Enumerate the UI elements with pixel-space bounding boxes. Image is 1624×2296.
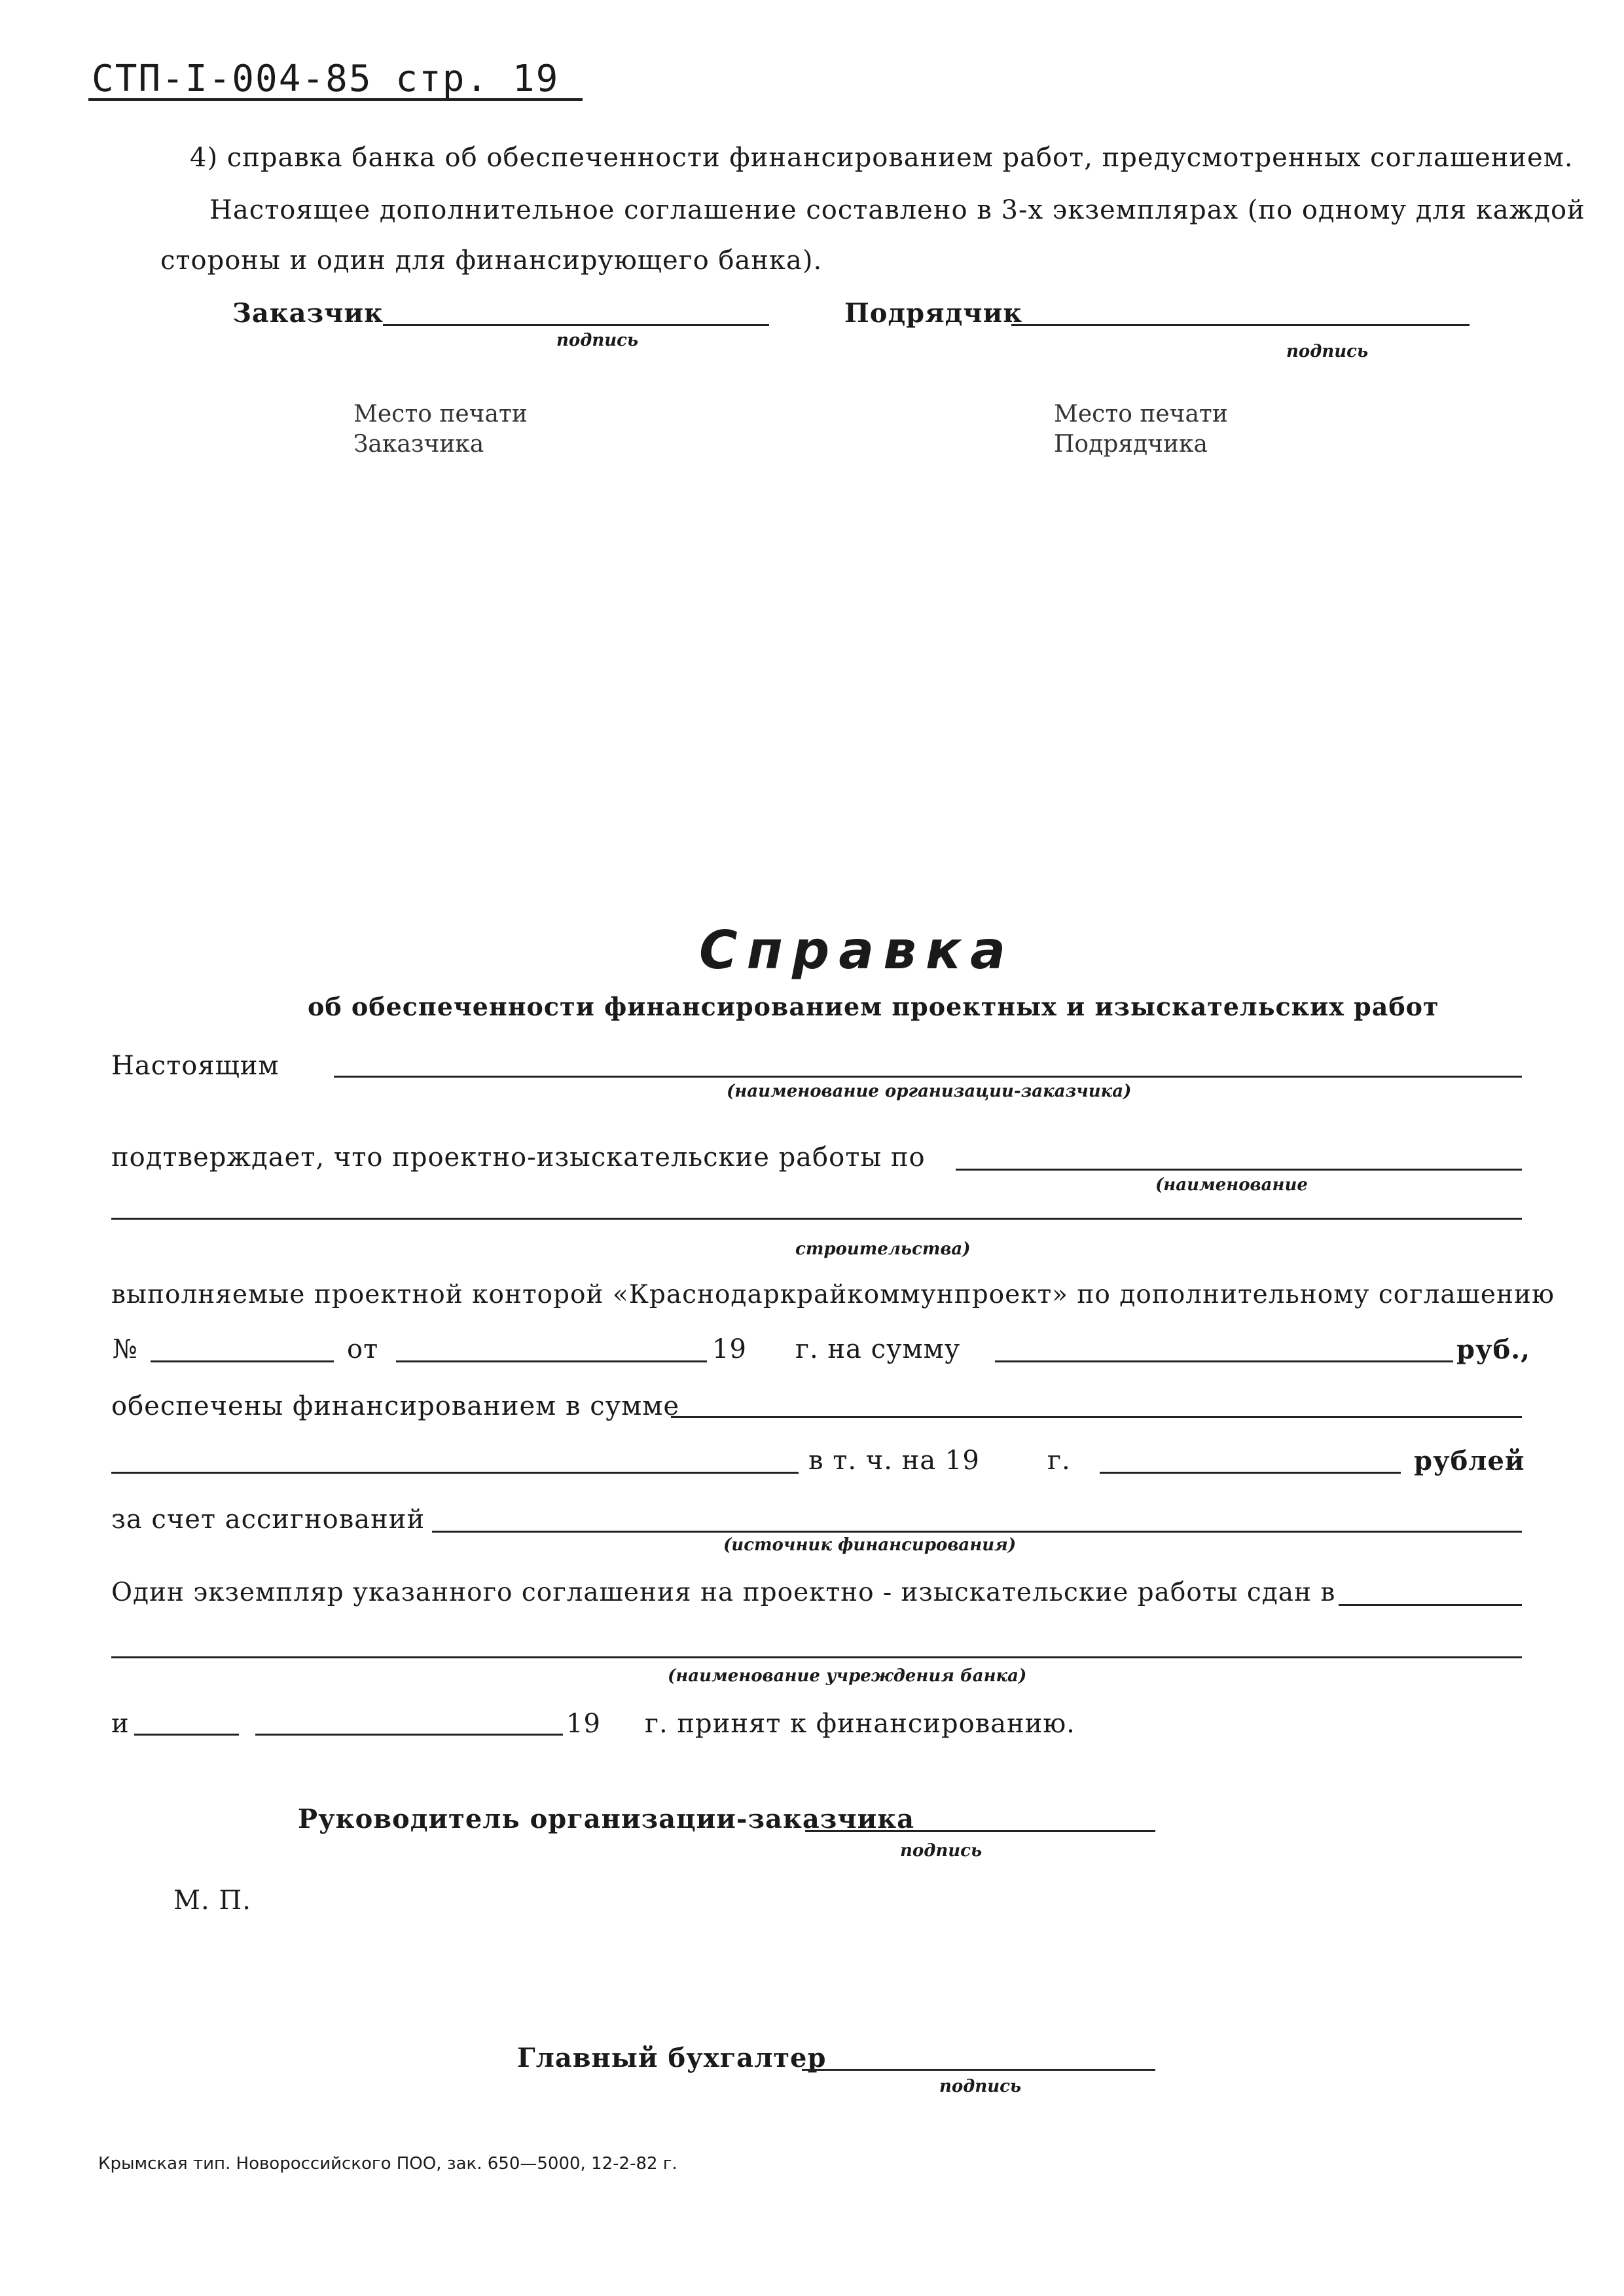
accountant-signature-caption: подпись — [939, 2077, 1022, 2096]
agreement-date-line — [396, 1360, 707, 1362]
line4-text: выполняемые проектной конторой «Краснодаркрайкоммунпроект» по дополнительному соглашению — [111, 1280, 1555, 1309]
financed-sum-line-2 — [111, 1472, 799, 1474]
construction-name-caption: (наименование — [1155, 1175, 1308, 1195]
head-label: Руководитель организации-заказчика — [298, 1804, 915, 1834]
line11-text: г. принят к финансированию. — [645, 1709, 1075, 1739]
line5-sum: г. на сумму — [795, 1334, 961, 1364]
head-signature-line — [805, 1830, 1155, 1832]
customer-signature-line — [383, 324, 769, 326]
agreement-number-line — [151, 1360, 334, 1362]
accountant-signature-line — [802, 2069, 1155, 2071]
customer-org-caption: (наименование организации-заказчика) — [727, 1082, 1132, 1101]
stamp-customer-line1: Место печати — [353, 401, 528, 428]
stamp-mp: М. П. — [173, 1886, 251, 1916]
line5-from: от — [347, 1334, 379, 1364]
line1-label: Настоящим — [111, 1051, 280, 1081]
stamp-contractor-line2: Подрядчика — [1054, 431, 1208, 458]
line8-text: за счет ассигнований — [111, 1504, 425, 1535]
line5-no: № — [113, 1334, 138, 1364]
construction-caption: строительства) — [795, 1239, 971, 1259]
line7-rub: рублей — [1414, 1446, 1525, 1476]
bank-name-caption: (наименование учреждения банка) — [668, 1666, 1027, 1686]
construction-name-line-2 — [111, 1218, 1522, 1220]
head-signature-caption: подпись — [900, 1841, 983, 1861]
line11-year: 19 — [566, 1709, 601, 1739]
stamp-customer-line2: Заказчика — [353, 431, 484, 458]
contractor-signature-caption: подпись — [1286, 342, 1369, 361]
contractor-label: Подрядчик — [844, 298, 1023, 329]
agreement-copies-line1: Настоящее дополнительное соглашение составлено в 3-х экземплярах (по одному для каждой — [209, 195, 1585, 225]
bank-name-line-2 — [111, 1656, 1522, 1658]
certificate-subtitle: об обеспеченности финансированием проектных и изыскательских работ — [308, 992, 1439, 1021]
year-amount-line — [1100, 1472, 1401, 1474]
customer-org-line — [334, 1076, 1522, 1078]
line11-prefix: и — [111, 1709, 130, 1739]
printer-imprint: Крымская тип. Новороссийского ПОО, зак. 650—5000, 12-2-82 г. — [98, 2154, 677, 2174]
line2-text: подтверждает, что проектно-изыскательские работы по — [111, 1142, 926, 1173]
agreement-item4: 4) справка банка об обеспеченности финансированием работ, предусмотренных соглашением. — [190, 143, 1574, 173]
financed-sum-line — [671, 1416, 1522, 1418]
acceptance-date-line — [255, 1734, 563, 1736]
customer-label: Заказчик — [232, 298, 384, 329]
header-underline — [88, 98, 583, 101]
line5-year: 19 — [712, 1334, 747, 1364]
line7-g: г. — [1047, 1446, 1071, 1476]
stamp-contractor-line1: Место печати — [1054, 401, 1228, 428]
acceptance-day-line — [134, 1734, 239, 1736]
agreement-copies-line2: стороны и один для финансирующего банка). — [160, 246, 823, 276]
certificate-title: Справка — [699, 920, 1015, 981]
bank-name-line — [1339, 1604, 1522, 1606]
line9-text: Один экземпляр указанного соглашения на проектно - изыскательские работы сдан в — [111, 1578, 1336, 1607]
contractor-signature-line — [1011, 324, 1470, 326]
line6-text: обеспечены финансированием в сумме — [111, 1391, 680, 1421]
construction-name-line — [956, 1169, 1522, 1171]
customer-signature-caption: подпись — [556, 331, 639, 350]
accountant-label: Главный бухгалтер — [517, 2043, 827, 2073]
document-code: СТП-I-004-85 стр. 19 — [92, 58, 560, 100]
funding-source-caption: (источник финансирования) — [723, 1535, 1017, 1555]
line5-rub: руб., — [1456, 1334, 1531, 1365]
funding-source-line — [432, 1531, 1522, 1533]
line7-incl: в т. ч. на 19 — [808, 1446, 980, 1476]
agreement-sum-line — [995, 1360, 1453, 1362]
